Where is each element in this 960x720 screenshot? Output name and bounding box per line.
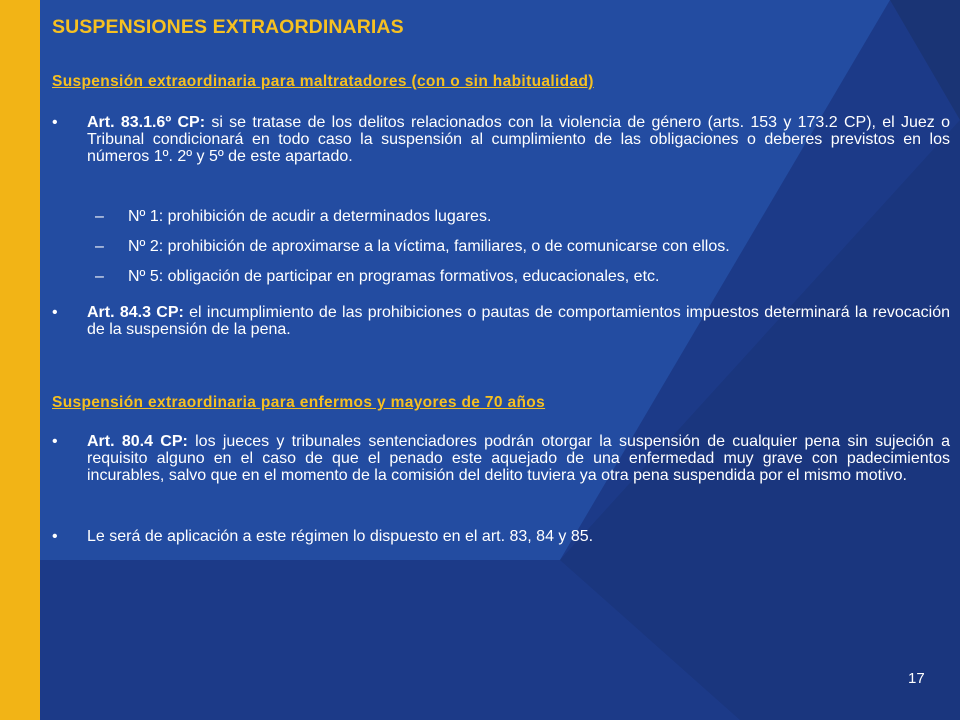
dash-item-1 [52, 207, 950, 226]
dash-text: Nº 1: prohibición de acudir a determinados lugares. [128, 208, 492, 225]
bullet-text [87, 304, 950, 338]
bullet-regimen [52, 528, 950, 545]
bullet-marker: • [52, 528, 58, 545]
dash-marker: – [95, 208, 104, 225]
section-heading-enfermos: Suspensión extraordinaria para enfermos y mayores de 70 años [52, 394, 546, 411]
article-body: los jueces y tribunales sentenciadores podrán otorgar la suspensión de cualquier pena sin sujeción a requisito alguno en el caso de que el penado este aquejado de una enfermedad muy grave con padecimientos incurables, salvo que en el momento de la comisión del delito tuviera ya otra pena suspendida por el mismo motivo. [87, 433, 951, 484]
bullet-art-80 [52, 433, 950, 484]
article-ref: Art. 80.4 CP: [87, 433, 188, 450]
bullet-marker: • [52, 304, 58, 321]
dash-text: Nº 2: prohibición de aproximarse a la víctima, familiares, o de comunicarse con ellos. [128, 238, 730, 255]
slide-content [52, 10, 951, 545]
dash-item-3 [52, 267, 950, 286]
article-ref: Art. 83.1.6º CP: [87, 114, 206, 131]
bullet-text [87, 114, 950, 165]
bullet-marker: • [52, 114, 58, 131]
article-body: el incumplimiento de las prohibiciones o pautas de comportamientos impuestos determinará la revocación de la suspensión de la pena. [87, 304, 951, 338]
slide-title: SUSPENSIONES EXTRAORDINARIAS [52, 16, 404, 38]
dash-item-2 [52, 237, 950, 256]
left-accent-bar [0, 0, 40, 720]
bullet-art-84 [52, 304, 950, 338]
article-body: si se tratase de los delitos relacionados con la violencia de género (arts. 153 y 173.2 CP), el Juez o Tribunal condicionará en todo caso la suspensión al cumplimiento de las obligaciones o deberes previstos en los números 1º. 2º y 5º de este apartado. [87, 114, 951, 165]
dash-marker: – [95, 268, 104, 285]
bullet-text [87, 433, 950, 484]
page-number: 17 [908, 670, 925, 687]
bullet-art-83 [52, 114, 950, 165]
article-ref: Art. 84.3 CP: [87, 304, 184, 321]
bullet-text: Le será de aplicación a este régimen lo dispuesto en el art. 83, 84 y 85. [87, 528, 594, 545]
dash-text: Nº 5: obligación de participar en programas formativos, educacionales, etc. [128, 268, 660, 285]
bullet-marker: • [52, 433, 58, 450]
dash-marker: – [95, 238, 104, 255]
section-heading-maltratadores: Suspensión extraordinaria para maltratadores (con o sin habitualidad) [52, 73, 594, 90]
